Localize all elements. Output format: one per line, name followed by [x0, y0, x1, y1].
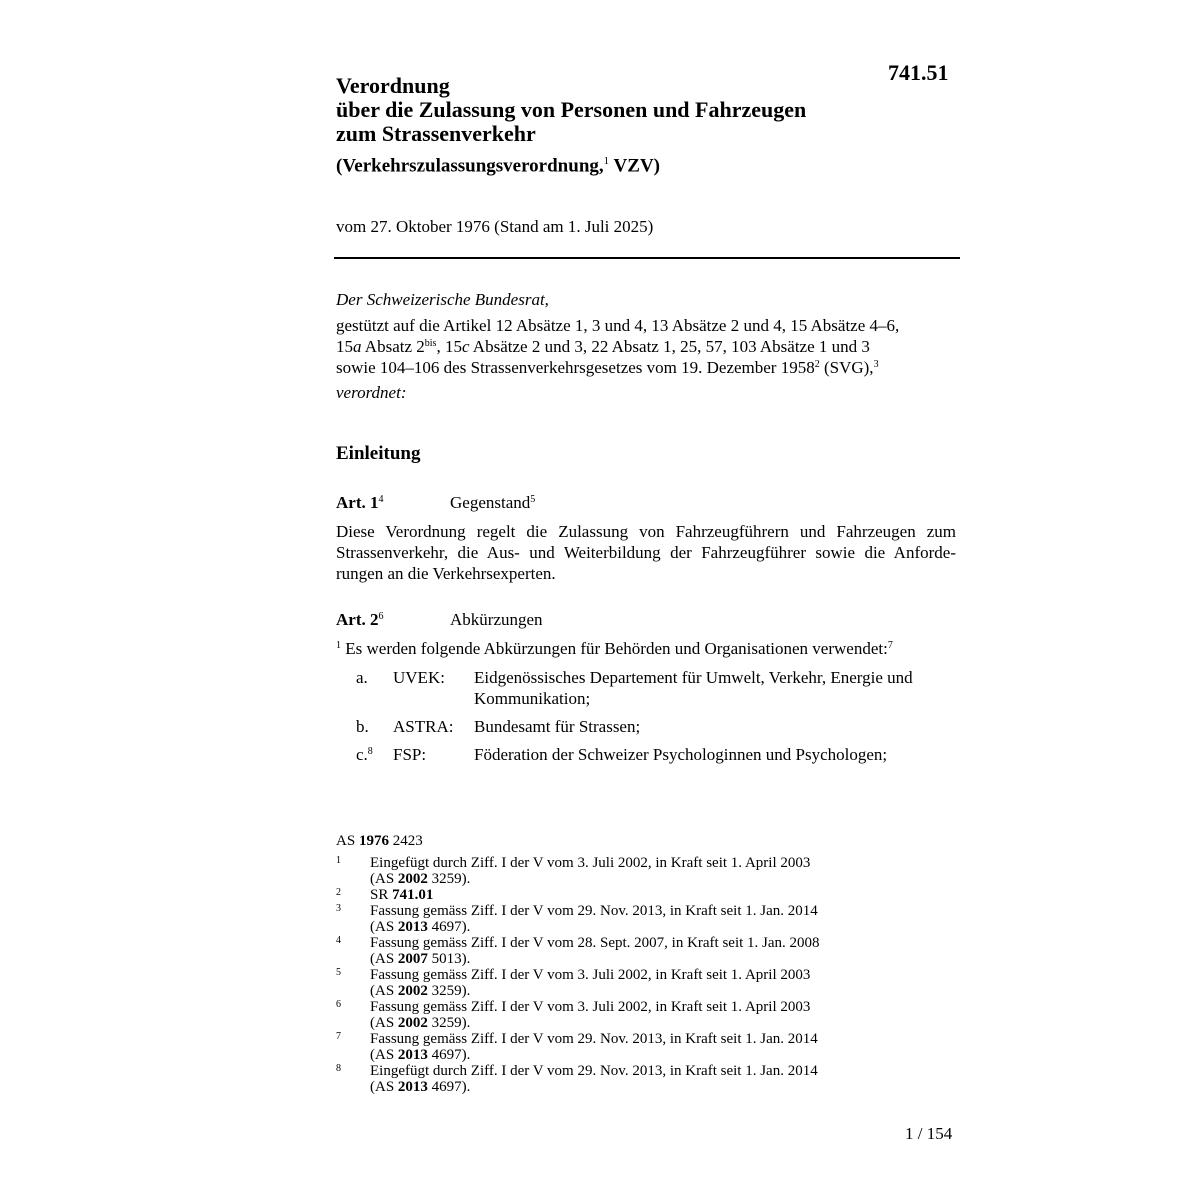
sr-number: 741.51 — [888, 60, 949, 85]
basis-line — [336, 336, 956, 357]
footnote-text: Fassung gemäss Ziff. I der V vom 29. Nov. 2013, in Kraft seit 1. Jan. 2014 — [370, 1031, 818, 1047]
footnote-number: 4 — [336, 935, 341, 946]
list-item-letter — [356, 716, 369, 737]
list-item-abbr: FSP: — [393, 745, 427, 764]
text-line: Diese Verordnung regelt die Zulassung von Fahrzeugführern und Fahrzeugen zum — [336, 522, 956, 541]
footnote-text: Fassung gemäss Ziff. I der V vom 28. Sept. 2007, in Kraft seit 1. Jan. 2008 — [370, 935, 820, 951]
item-letter: b. — [356, 717, 369, 736]
footnote-text: (AS 2002 3259). — [370, 871, 471, 887]
footnote-text: (AS 2002 3259). — [370, 983, 471, 999]
footnote-text: Fassung gemäss Ziff. I der V vom 3. Juli 2002, in Kraft seit 1. April 2003 — [370, 967, 811, 983]
footnote-ref[interactable]: 1 — [603, 155, 610, 167]
document-title — [336, 74, 806, 146]
footnote-ref[interactable]: 8 — [367, 746, 373, 757]
preamble-decree: verordnet: — [336, 383, 407, 402]
basis-text: (SVG), — [819, 358, 874, 377]
list-item-abbr: UVEK: — [393, 668, 445, 687]
page-number: 1 / 154 — [905, 1124, 953, 1143]
list-item-text — [474, 667, 913, 709]
document-subtitle — [336, 155, 660, 177]
footnote-text: SR 741.01 — [370, 887, 434, 903]
item-text-line: Eidgenössisches Departement für Umwelt, Verkehr, Energie und — [474, 668, 913, 687]
subtitle-text: VZV) — [609, 155, 660, 177]
footnote-text: (AS 2007 5013). — [370, 951, 471, 967]
footnote-number: 5 — [336, 967, 341, 978]
title-line: über die Zulassung von Personen und Fahrzeugen — [336, 97, 807, 122]
footnote-text: (AS 2013 4697). — [370, 1047, 471, 1063]
preamble-basis — [336, 315, 956, 378]
footnote-text: (AS 2013 4697). — [370, 1079, 471, 1095]
footnote-text: (AS 2013 4697). — [370, 919, 471, 935]
title-line: Verordnung — [336, 73, 450, 98]
article-1-heading — [336, 493, 383, 513]
basis-text: a — [353, 337, 362, 356]
footnote-text: (AS 2002 3259). — [370, 1015, 471, 1031]
paragraph-number: 1 — [336, 640, 341, 651]
article-2-intro — [336, 638, 893, 659]
article-number: Art. 2 — [336, 610, 379, 629]
section-heading: Einleitung — [336, 443, 421, 464]
footnote-number: 1 — [336, 855, 341, 866]
footnote-number: 2 — [336, 887, 341, 898]
list-item-text: Bundesamt für Strassen; — [474, 717, 641, 736]
basis-text: 15 — [336, 337, 353, 356]
footnote-number: 6 — [336, 999, 341, 1010]
item-letter: a. — [356, 668, 368, 687]
footnote-number: 8 — [336, 1063, 341, 1074]
item-text-line: Kommunikation; — [474, 689, 591, 708]
footnote-ref[interactable]: 7 — [887, 640, 893, 651]
footnote-ref[interactable]: 5 — [530, 494, 536, 505]
preamble-issuer: Der Schweizerische Bundesrat, — [336, 290, 549, 309]
basis-sup: bis — [424, 338, 437, 349]
as-text: AS — [336, 833, 359, 849]
footnote-text: Eingefügt durch Ziff. I der V vom 3. Juli 2002, in Kraft seit 1. April 2003 — [370, 855, 811, 871]
text-line: Strassenverkehr, die Aus- und Weiterbildung der Fahrzeugführer sowie die Anforde- — [336, 543, 956, 562]
list-item-text: Föderation der Schweizer Psychologinnen und Psychologen; — [474, 745, 888, 764]
title-line: zum Strassenverkehr — [336, 121, 536, 146]
footnote-number: 3 — [336, 903, 341, 914]
item-letter: c. — [356, 745, 368, 764]
list-item-letter — [356, 667, 368, 688]
footnote-text: Fassung gemäss Ziff. I der V vom 3. Juli 2002, in Kraft seit 1. April 2003 — [370, 999, 811, 1015]
article-1-title — [450, 493, 535, 513]
header-divider — [334, 257, 960, 259]
footnote-number: 7 — [336, 1031, 341, 1042]
footnote-ref[interactable]: 2 — [814, 359, 820, 370]
list-item-letter — [356, 744, 373, 765]
list-item-abbr: ASTRA: — [393, 717, 454, 736]
text-line: rungen an die Verkehrsexperten. — [336, 564, 556, 583]
as-reference — [336, 833, 423, 850]
basis-text: Absatz 2 — [361, 337, 425, 356]
basis-line: gestützt auf die Artikel 12 Absätze 1, 3 und 4, 13 Absätze 2 und 4, 15 Absätze 4–6, — [336, 316, 900, 335]
basis-text: c — [461, 337, 470, 356]
intro-text: Es werden folgende Abkürzungen für Behörden und Organisationen verwendet: — [341, 639, 888, 658]
subtitle-text: (Verkehrszulassungsverordnung, — [336, 155, 604, 177]
footnote-ref[interactable]: 6 — [378, 611, 384, 622]
article-1-text — [336, 521, 956, 584]
footnote-text: Eingefügt durch Ziff. I der V vom 29. Nov. 2013, in Kraft seit 1. Jan. 2014 — [370, 1063, 818, 1079]
basis-line — [336, 357, 956, 378]
article-2-title: Abkürzungen — [450, 610, 543, 629]
basis-text: sowie 104–106 des Strassenverkehrsgesetzes vom 19. Dezember 1958 — [336, 358, 815, 377]
article-title: Gegenstand — [450, 493, 531, 512]
as-text: 2423 — [388, 833, 423, 849]
article-2-heading — [336, 610, 383, 630]
basis-text: Absätze 2 und 3, 22 Absatz 1, 25, 57, 103 Absätze 1 und 3 — [469, 337, 870, 356]
article-number: Art. 1 — [336, 493, 379, 512]
footnote-ref[interactable]: 3 — [873, 359, 879, 370]
footnote-ref[interactable]: 4 — [378, 494, 384, 505]
footnote-text: Fassung gemäss Ziff. I der V vom 29. Nov. 2013, in Kraft seit 1. Jan. 2014 — [370, 903, 818, 919]
document-date: vom 27. Oktober 1976 (Stand am 1. Juli 2025) — [336, 217, 654, 236]
as-year: 1976 — [358, 833, 389, 849]
basis-text: , 15 — [436, 337, 462, 356]
